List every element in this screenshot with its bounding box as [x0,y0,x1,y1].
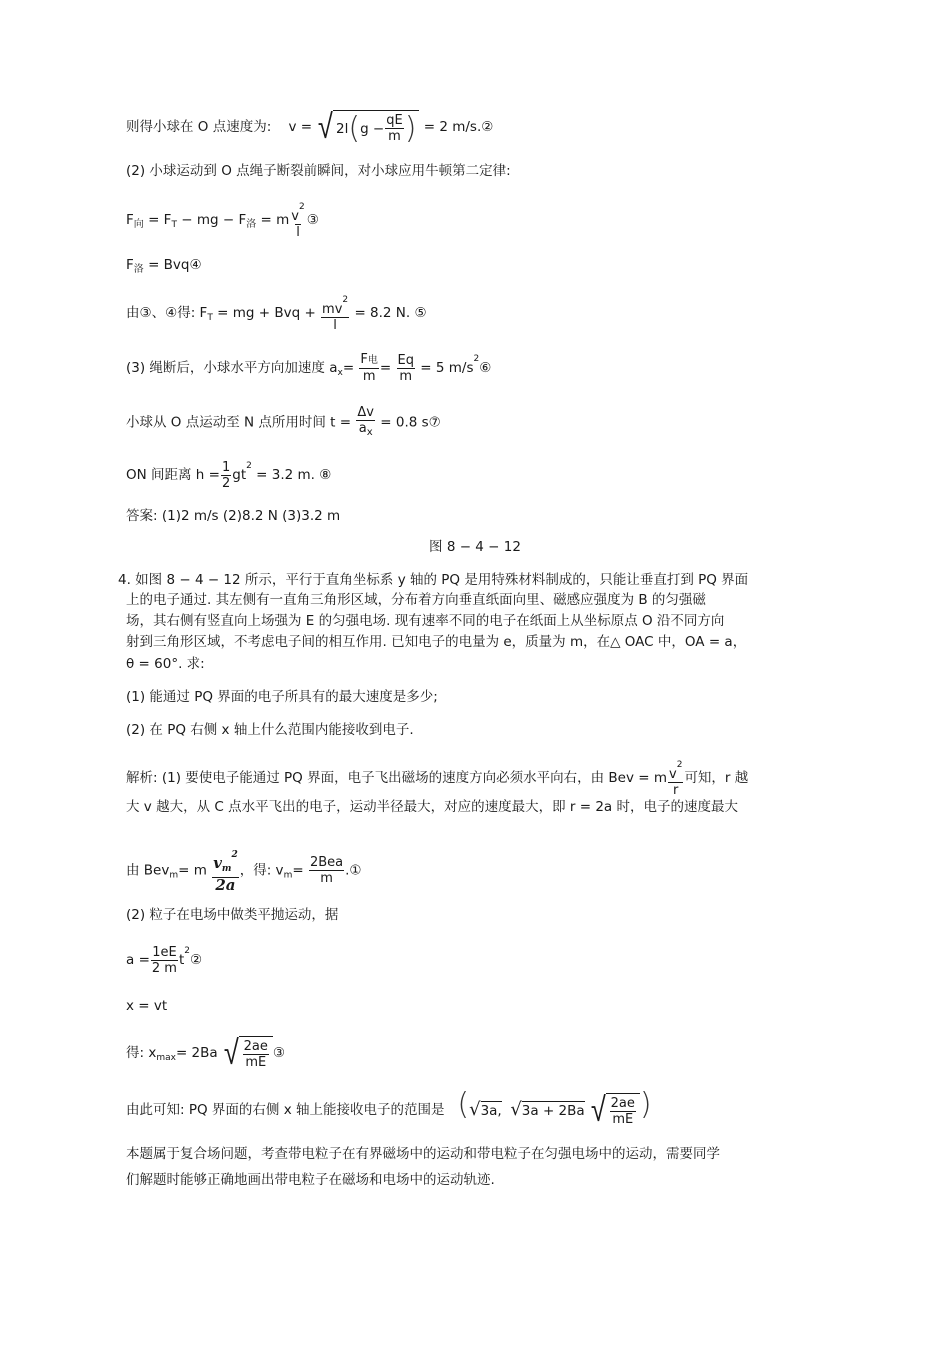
subscript: m [169,870,179,881]
sqrt: √ $\frac{2ae}{mE}$ [589,1093,640,1127]
text: = [342,360,355,376]
tension-line [126,293,427,333]
subquestion: (2) 在 PQ 右侧 x 轴上什么范围内能接收到电子. [126,722,414,738]
text: 由此可知: PQ 界面的右侧 x 轴上能接收电子的范围是 [126,1102,445,1118]
superscript: 2 [342,295,349,305]
text: = 0.8 s⑦ [380,414,441,431]
subscript: T [171,220,177,230]
numerator: v [291,209,299,224]
text: − mg − F [181,212,247,228]
text: ③ [306,212,319,228]
text: = m [260,212,290,228]
denominator: a [358,421,367,436]
text: = 2 m/s.② [423,119,494,135]
figure-caption: 图 8 − 4 − 12 [429,539,521,555]
text: = Bvq④ [148,257,202,273]
text: 则得小球在 O 点速度为: [126,119,272,135]
text: g − [360,120,385,137]
subquestion: (1) 能通过 PQ 界面的电子所具有的最大速度是多少; [126,689,438,705]
text: (3) 绳断后，小球水平方向加速度 a [126,360,338,376]
fraction [321,293,349,333]
fraction [359,352,378,384]
text: = [379,360,392,376]
subscript: max [156,1053,176,1063]
question-line: 上的电子通过. 其左侧有一直角三角形区域，分布着方向垂直纸面向里、磁感应强度为 B 的匀强磁 [126,592,706,608]
superscript: 2 [231,850,238,860]
displacement-formula [126,942,202,976]
time-line [126,405,441,440]
text: F [126,257,134,273]
numerator: 1eE [152,944,177,960]
fraction [151,945,178,976]
question-line: 射到三角形区域，不考虑电子间的相互作用. 已知电子的电量为 e，质量为 m，在△ OAC 中，OA = a， [126,634,747,650]
numerator: 2Bea [309,855,344,870]
superscript: 2 [676,760,683,770]
solution-line [126,758,748,798]
denominator: r [673,783,679,798]
superscript: 2 [184,946,190,956]
fraction [385,113,403,144]
question-line: 场，其右侧有竖直向上场强为 E 的匀强电场. 现有速率不同的电子在纸面上从坐标原点 O 沿不同方向 [126,613,725,629]
lorentz-force-line [126,256,202,279]
sqrt: √ $\frac{2ae}{mE}$ [222,1036,273,1070]
sqrt: √ 3a, [469,1099,502,1120]
numerator: qE [386,113,403,128]
text: ⑥ [479,360,492,376]
distance-line [126,457,331,491]
formula-line: x = vt [126,998,168,1014]
text: ON 间距离 h = [126,467,220,483]
text: 解析: (1) 要使电子能通过 PQ 界面，电子飞出磁场的速度方向必须水平向右，由 Bev = m [126,770,667,786]
velocity-formula-line [126,107,494,147]
text: = m [178,862,207,879]
range-line: 由此可知: PQ 界面的右侧 x 轴上能接收电子的范围是 ( √ 3a, √ 3a + 2Ba √ $\frac{2ae}{mE}$ ) [126,1087,652,1130]
text: ，得: v [239,862,284,879]
fraction [668,758,683,798]
text: = 5 m/s [420,360,474,376]
text: = 2Ba [175,1045,218,1061]
denominator: mE [245,1055,267,1070]
text: 得: x [126,1045,157,1061]
denominator: m [388,129,401,144]
subscript: 向 [133,219,144,230]
subscript: T [207,313,213,323]
fraction [397,353,415,384]
numerator: 2ae [610,1096,635,1111]
fraction [610,1096,636,1127]
sqrt: √ 3a + 2Ba [510,1099,585,1120]
denominator: m [320,871,333,886]
max-velocity-line [126,848,362,893]
subscript: m [283,870,293,881]
superscript: 2 [246,461,252,471]
numerator: 1 [221,459,231,475]
text: ③ [272,1045,286,1061]
fraction [309,855,344,886]
denominator: mE [612,1112,634,1127]
fraction [356,405,375,440]
text: 小球从 O 点运动至 N 点所用时间 t = [126,414,352,431]
comment-line: 们解题时能够正确地画出带电粒子在磁场和电场中的运动轨迹. [126,1172,495,1188]
text: .① [345,862,362,879]
text: 由③、④得: F [126,305,208,321]
denominator: 2a [215,876,236,894]
subscript: x [337,368,343,378]
question-line: 4. 如图 8 − 4 − 12 所示，平行于直角坐标系 y 轴的 PQ 是用特殊材料制成的，只能让垂直打到 PQ 界面 [118,572,749,588]
text: t [178,952,185,968]
denominator: m [399,368,413,384]
numerator: v [213,854,222,872]
text: v = [288,119,313,135]
superscript: 2 [473,354,480,364]
numerator: 2ae [243,1039,268,1054]
xmax-line [126,1033,286,1073]
sqrt: √ 2l ( g − $\frac{qE}{m}$ ) [316,110,419,144]
text: = 3.2 m. ⑧ [256,467,332,483]
subscript: x [366,427,373,438]
comment-line: 本题属于复合场问题，考查带电粒子在有界磁场中的运动和带电粒子在匀强电场中的运动，需要同学 [126,1146,720,1162]
text: a = [126,952,150,968]
answer-line: 答案: (1)2 m/s (2)8.2 N (3)3.2 m [126,508,341,524]
text: ② [190,952,203,968]
text: 3a, [480,1102,502,1119]
text: = 8.2 N. ⑤ [354,305,427,321]
fraction [243,1039,269,1070]
denominator: l [296,225,300,240]
numerator: v [669,767,677,782]
numerator: F [360,352,368,367]
fraction [221,460,231,491]
acceleration-line [126,350,491,384]
subscript: 电 [367,355,378,366]
numerator: Eq [397,352,414,368]
text: = [292,862,304,879]
text: = F [148,212,172,228]
text: 3a + 2Ba [521,1102,585,1119]
text: 由 Bev [126,862,170,879]
fraction [212,848,239,893]
text: gt [232,467,247,483]
question-line: θ = 60°. 求: [126,656,205,672]
denominator: 2 [221,475,231,491]
numerator: Δv [357,405,374,420]
superscript: 2 [298,202,305,212]
subscript: 洛 [133,264,144,275]
paragraph: (2) 小球运动到 O 点绳子断裂前瞬间，对小球应用牛顿第二定律: [126,163,511,179]
denominator: m [362,369,376,384]
subscript: 洛 [246,219,257,230]
subscript: m [221,864,232,874]
text: F [126,212,134,228]
denominator: 2 m [151,960,177,976]
denominator: l [333,318,337,333]
text: 2l [336,120,349,137]
solution-line: 大 v 越大，从 C 点水平飞出的电子，运动半径最大，对应的速度最大，即 r = 2a 时，电子的速度最大 [126,799,738,815]
text: 可知，r 越 [684,770,749,786]
fraction [290,200,305,240]
newton-second-law-line [126,200,319,240]
text: = mg + Bvq + [217,305,316,321]
numerator: mv [322,302,343,317]
solution-line: (2) 粒子在电场中做类平抛运动，据 [126,907,339,923]
